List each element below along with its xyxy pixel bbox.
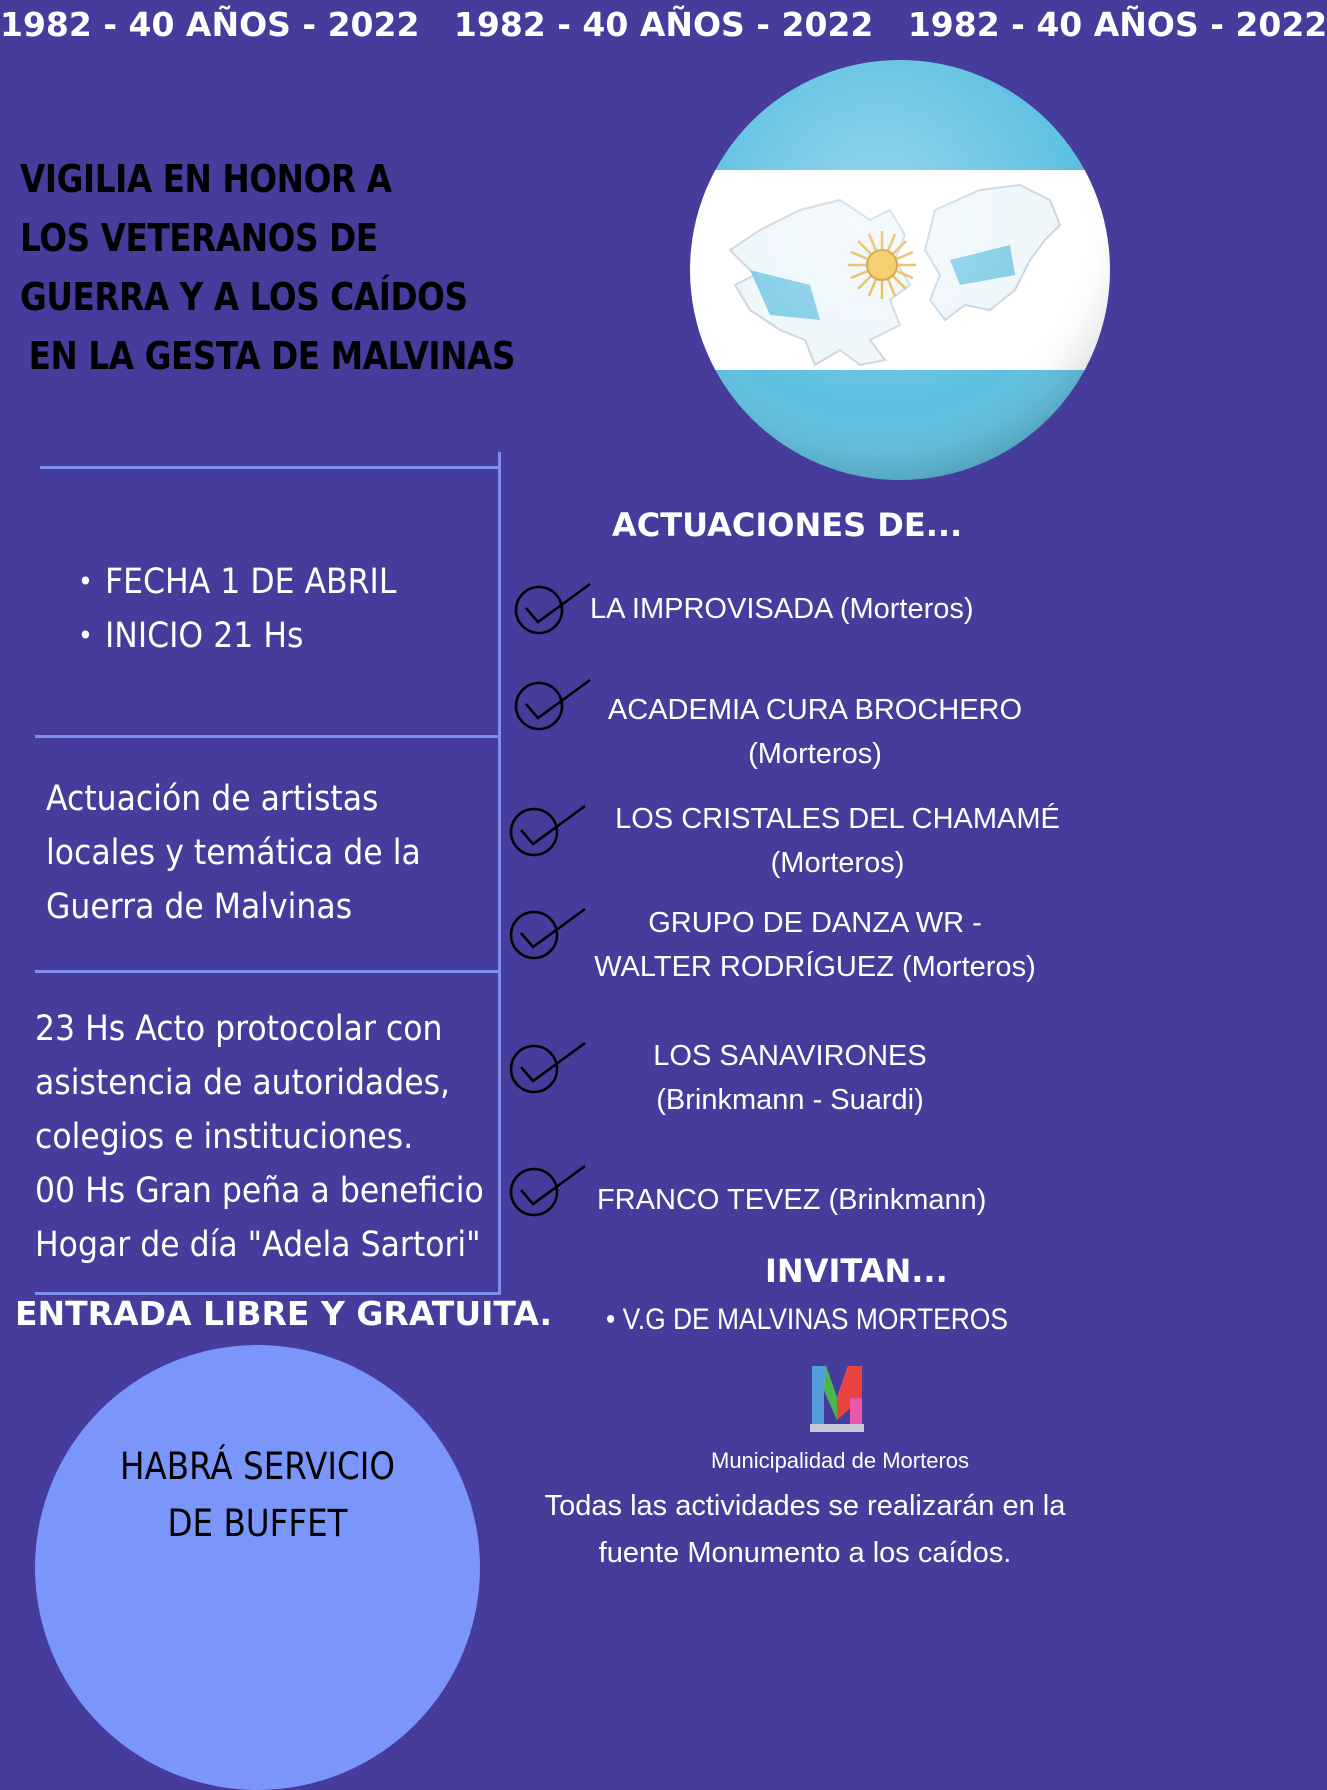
location-line: Todas las actividades se realizarán en la xyxy=(544,1490,1066,1522)
anniversary-banner xyxy=(0,2,1327,48)
performer-item xyxy=(590,587,974,631)
invitan-heading: INVITAN... xyxy=(765,1252,948,1290)
location-line: fuente Monumento a los caídos. xyxy=(598,1537,1012,1569)
schedule-line: colegios e instituciones. xyxy=(35,1117,414,1157)
buffet-line: HABRÁ SERVICIO xyxy=(120,1445,395,1488)
free-entry-note: ENTRADA LIBRE Y GRATUITA. xyxy=(15,1294,553,1333)
time-item: • INICIO 21 Hs xyxy=(78,609,396,663)
buffet-badge xyxy=(35,1345,480,1790)
check-circle-icon xyxy=(507,1037,587,1093)
performer-name: LOS SANAVIRONES xyxy=(653,1040,927,1072)
performer-origin: (Morteros) xyxy=(748,738,882,770)
performer-origin: (Morteros) xyxy=(770,847,905,879)
inviter-item: • V.G DE MALVINAS MORTEROS xyxy=(606,1303,1008,1337)
performer-origin: (Brinkmann - Suardi) xyxy=(656,1084,924,1116)
protocol-schedule xyxy=(35,1002,484,1272)
location-note xyxy=(480,1483,1130,1577)
description-line: Actuación de artistas xyxy=(46,779,379,819)
schedule-line: 23 Hs Acto protocolar con xyxy=(35,1009,443,1049)
banner-segment: 1982 - 40 AÑOS - 2022 xyxy=(907,5,1327,44)
check-circle-icon xyxy=(512,578,592,634)
check-circle-icon xyxy=(512,674,592,730)
description-line: Guerra de Malvinas xyxy=(46,887,353,927)
banner-segment: 1982 - 40 AÑOS - 2022 xyxy=(0,5,420,44)
banner-segment: 1982 - 40 AÑOS - 2022 xyxy=(453,5,874,44)
check-circle-icon xyxy=(507,1160,587,1216)
buffet-line: DE BUFFET xyxy=(167,1502,348,1545)
municipality-name: Municipalidad de Morteros xyxy=(711,1448,970,1473)
performer-name: FRANCO TEVEZ (Brinkmann) xyxy=(597,1184,987,1216)
performer-item xyxy=(565,901,1065,989)
schedule-line: asistencia de autoridades, xyxy=(35,1063,451,1103)
date-time-list xyxy=(78,555,396,663)
buffet-text xyxy=(62,1438,454,1552)
performer-item xyxy=(597,1178,986,1222)
title-line: GUERRA Y A LOS CAÍDOS xyxy=(20,275,468,319)
divider xyxy=(35,970,498,973)
title-line: VIGILIA EN HONOR A xyxy=(20,157,392,201)
performer-name: GRUPO DE DANZA WR - xyxy=(648,907,982,939)
check-circle-icon xyxy=(507,800,587,856)
event-title xyxy=(20,150,515,386)
schedule-line: 00 Hs Gran peña a beneficio xyxy=(35,1171,484,1211)
performer-item xyxy=(595,688,1035,776)
schedule-line: Hogar de día "Adela Sartori" xyxy=(35,1225,481,1265)
performances-heading: ACTUACIONES DE... xyxy=(612,506,963,544)
divider xyxy=(40,466,498,469)
date-item: • FECHA 1 DE ABRIL xyxy=(78,555,396,609)
performer-item xyxy=(600,1034,980,1122)
divider xyxy=(35,735,498,738)
description-line: locales y temática de la xyxy=(46,833,421,873)
performer-name: ACADEMIA CURA BROCHERO xyxy=(607,694,1023,726)
municipal-logo-icon xyxy=(806,1358,868,1434)
title-line: EN LA GESTA DE MALVINAS xyxy=(28,334,515,378)
performer-name: LA IMPROVISADA (Morteros) xyxy=(590,593,974,625)
performer-origin: WALTER RODRÍGUEZ (Morteros) xyxy=(594,951,1036,983)
malvinas-flag-icon xyxy=(690,60,1110,480)
performer-item xyxy=(600,797,1075,885)
performer-name: LOS CRISTALES DEL CHAMAMÉ xyxy=(615,803,1060,835)
event-description xyxy=(46,772,421,934)
column-divider xyxy=(498,452,501,1295)
title-line: LOS VETERANOS DE xyxy=(20,216,378,260)
